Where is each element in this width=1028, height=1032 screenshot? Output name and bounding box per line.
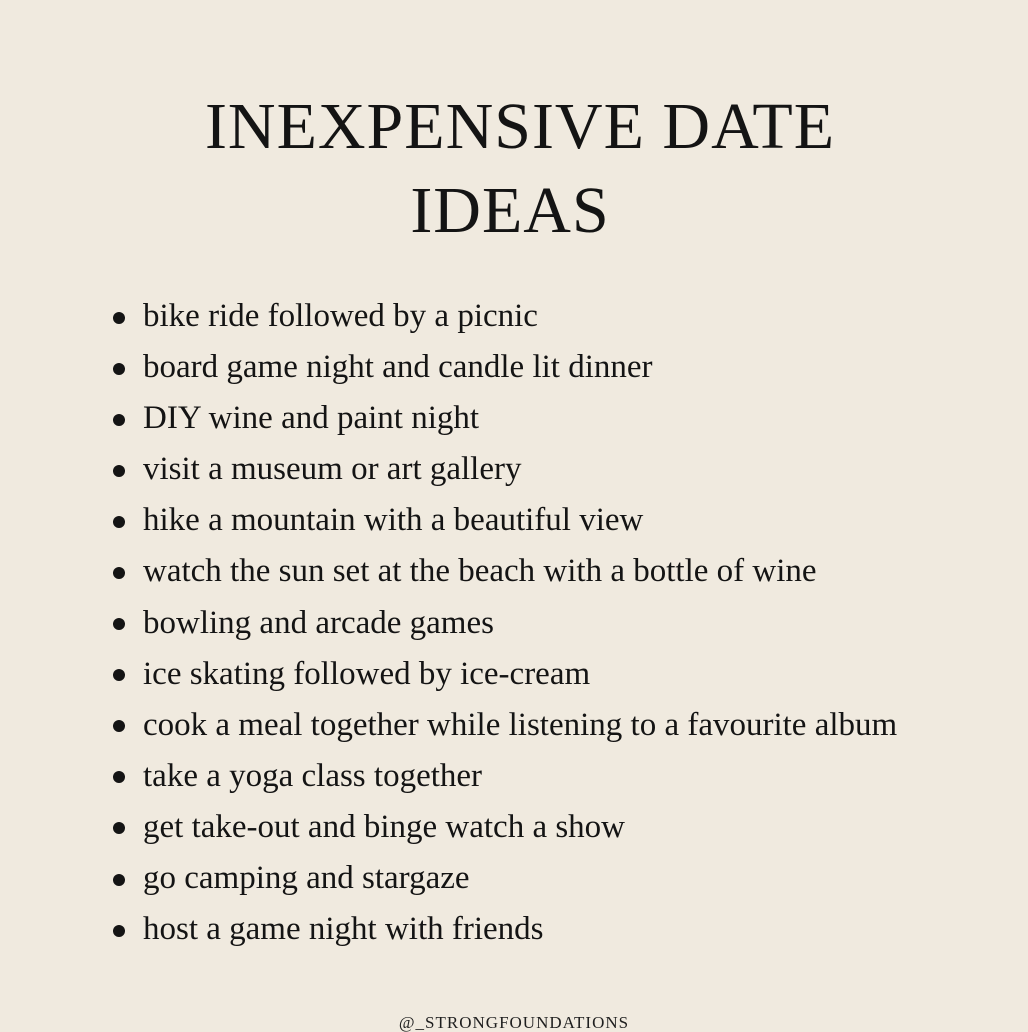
list-item bbox=[108, 342, 1008, 393]
bullet-icon bbox=[113, 822, 125, 834]
list-item-text: take a yoga class together bbox=[143, 757, 483, 794]
list-item-text: bowling and arcade games bbox=[143, 604, 494, 641]
bullet-icon bbox=[113, 414, 125, 426]
footer-handle: @_STRONGFOUNDATIONS bbox=[398, 1013, 630, 1032]
list-item-text: hike a mountain with a beautiful view bbox=[143, 502, 644, 539]
list-item bbox=[108, 751, 1008, 802]
list-item-text: visit a museum or art gallery bbox=[143, 451, 522, 488]
list-item bbox=[108, 393, 1008, 444]
bullet-icon bbox=[113, 771, 125, 783]
bullet-icon bbox=[113, 720, 125, 732]
bullet-icon bbox=[113, 363, 125, 375]
list-item bbox=[108, 444, 1008, 495]
bullet-icon bbox=[113, 669, 125, 681]
list-item bbox=[108, 291, 1008, 342]
list-item-text: watch the sun set at the beach with a bottle of wine bbox=[143, 553, 817, 590]
list-item-text: bike ride followed by a picnic bbox=[143, 298, 538, 334]
list-item-text: host a game night with friends bbox=[143, 911, 544, 948]
page-title-line-2: IDEAS bbox=[410, 174, 610, 247]
idea-list bbox=[108, 291, 1008, 955]
bullet-icon bbox=[113, 925, 125, 937]
list-item bbox=[108, 598, 1008, 649]
list-item-text: ice skating followed by ice-cream bbox=[143, 655, 591, 692]
list-item bbox=[108, 546, 1008, 597]
list-item bbox=[108, 802, 1008, 853]
bullet-icon bbox=[113, 567, 125, 579]
bullet-icon bbox=[113, 312, 125, 324]
list-item-text: go camping and stargaze bbox=[143, 860, 470, 897]
list-item-text: get take-out and binge watch a show bbox=[143, 808, 626, 845]
bullet-icon bbox=[113, 618, 125, 630]
list-item-text: board game night and candle lit dinner bbox=[143, 349, 653, 386]
bullet-icon bbox=[113, 465, 125, 477]
bullet-icon bbox=[113, 874, 125, 886]
list-item bbox=[108, 904, 1008, 955]
page-title-line-1: INEXPENSIVE DATE bbox=[204, 90, 836, 163]
list-item bbox=[108, 853, 1008, 904]
list-item bbox=[108, 495, 1008, 546]
bullet-icon bbox=[113, 516, 125, 528]
list-item bbox=[108, 700, 1008, 751]
list-item-text: cook a meal together while listening to a favourite album bbox=[143, 706, 898, 743]
list-item-text: DIY wine and paint night bbox=[143, 400, 480, 437]
list-item bbox=[108, 649, 1008, 700]
